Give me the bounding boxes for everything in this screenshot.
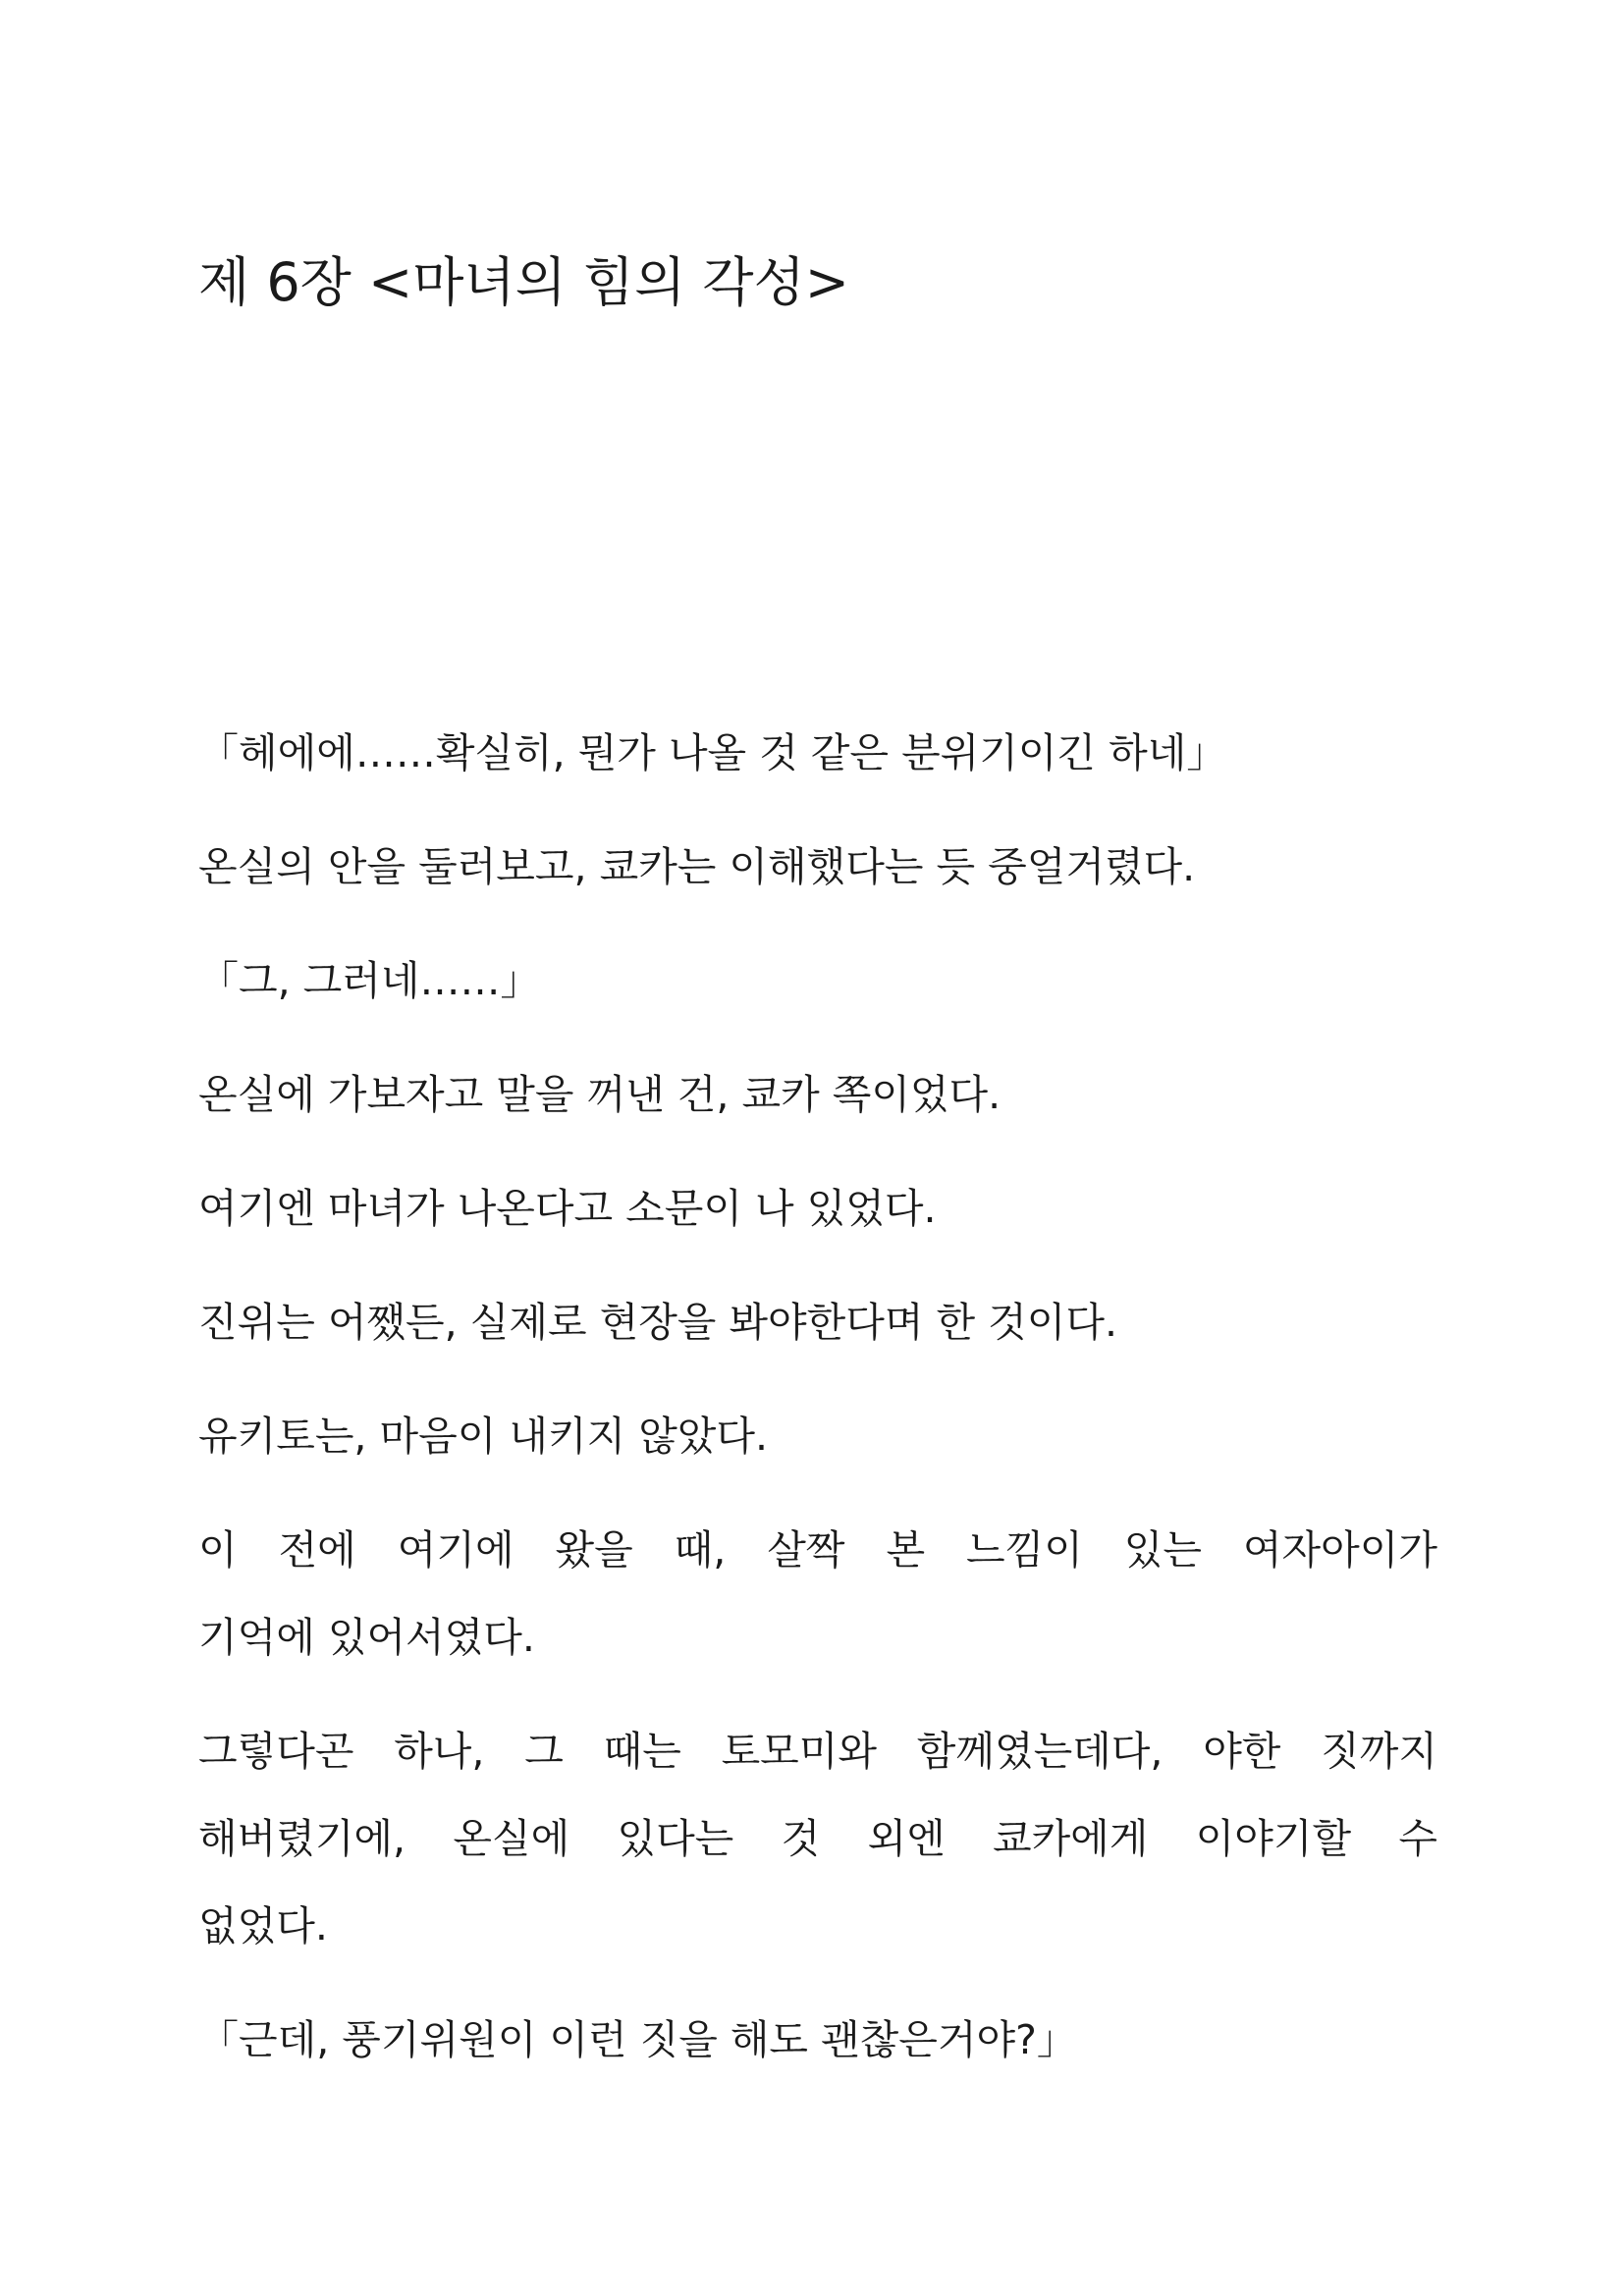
paragraph-8-line-1: 이 전에 여기에 왔을 때, 살짝 본 느낌이 있는 여자아이가 (198, 1526, 1437, 1574)
paragraph-9-line-1: 그렇다곤 하나, 그 때는 토모미와 함께였는데다, 야한 짓까지 (198, 1728, 1437, 1775)
paragraph-10-line-1: 「근데, 풍기위원이 이런 짓을 해도 괜찮은거야?」 (198, 2016, 1077, 2063)
paragraph-7-line-1: 유키토는, 마음이 내키지 않았다. (198, 1413, 769, 1460)
paragraph-8-line-2: 기억에 있어서였다. (198, 1614, 535, 1661)
paragraph-9-line-3: 없었다. (198, 1902, 328, 1949)
chapter-title: 제 6장 <마녀의 힘의 각성> (198, 251, 849, 313)
paragraph-2-line-1: 온실의 안을 둘러보고, 쿄카는 이해했다는 듯 중얼거렸다. (198, 843, 1196, 890)
paragraph-9-line-2: 해버렸기에, 온실에 있다는 것 외엔 쿄카에게 이야기할 수 (198, 1815, 1437, 1862)
paragraph-3-line-1: 「그, 그러네……」 (198, 957, 541, 1004)
paragraph-6-line-1: 진위는 어쨌든, 실제로 현장을 봐야한다며 한 것이다. (198, 1299, 1117, 1346)
paragraph-4-line-1: 온실에 가보자고 말을 꺼낸 건, 쿄카 쪽이었다. (198, 1071, 1001, 1118)
paragraph-5-line-1: 여기엔 마녀가 나온다고 소문이 나 있었다. (198, 1185, 937, 1232)
paragraph-1-line-1: 「헤에에……확실히, 뭔가 나올 것 같은 분위기이긴 하네」 (198, 729, 1227, 776)
